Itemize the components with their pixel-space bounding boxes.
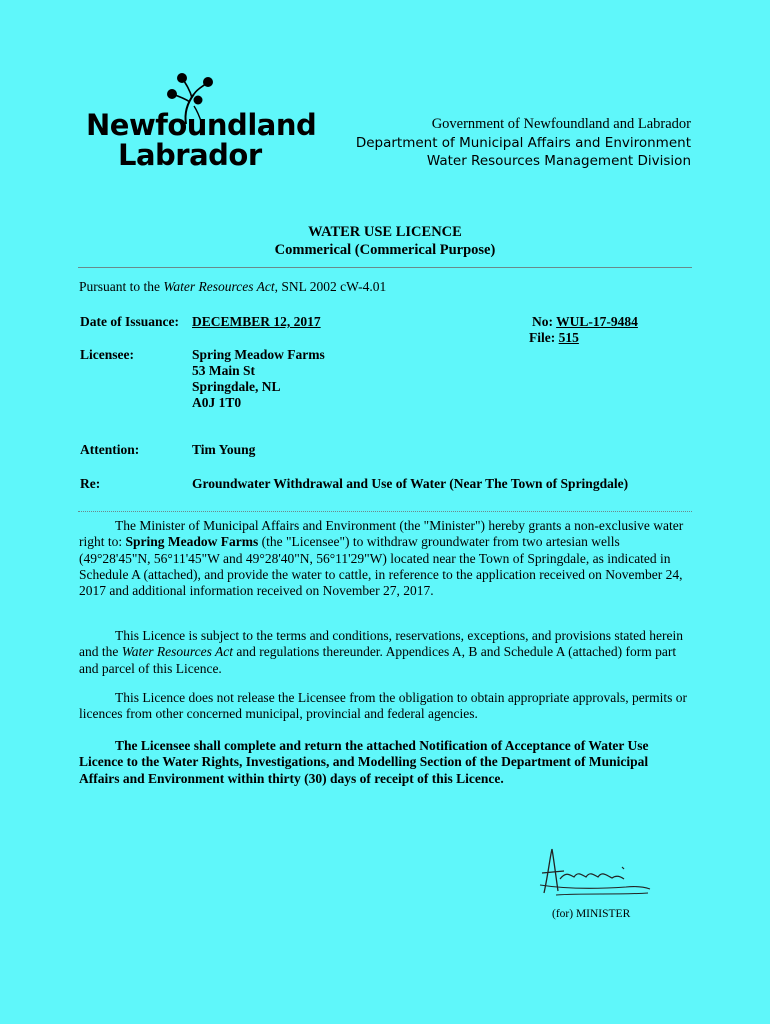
division-name: Water Resources Management Division bbox=[426, 153, 691, 169]
department-name: Department of Municipal Affairs and Environment bbox=[355, 135, 691, 151]
licence-number: No: WUL-17-9484 bbox=[532, 314, 638, 329]
obligation-paragraph: This Licence does not release the Licensee from the obligation to obtain appropriate approvals, permits or licences from other concerned municipal, provincial and federal agencies. bbox=[79, 690, 688, 722]
acceptance-paragraph: The Licensee shall complete and return the attached Notification of Acceptance of Water Use Licence to the Water Rights, Investigations, and Modelling Section of the Department of Municipal Affairs and Environment within thirty (30) days of receipt of this Licence. bbox=[79, 738, 649, 786]
licensee-name-inline: Spring Meadow Farms bbox=[125, 534, 259, 550]
minister-signature bbox=[536, 845, 656, 900]
logo-line2: Labrador bbox=[118, 138, 262, 172]
act-name-inline: Water Resources Act bbox=[121, 644, 233, 660]
logo-line1: Newfoundland bbox=[86, 108, 317, 142]
licence-title: WATER USE LICENCE bbox=[308, 224, 462, 240]
issuance-date: DECEMBER 12, 2017 bbox=[192, 314, 321, 329]
act-reference: Pursuant to the Water Resources Act, SNL 2002 cW-4.01 bbox=[79, 279, 387, 294]
re-label: Re: bbox=[80, 476, 101, 491]
licence-subtitle: Commerical (Commerical Purpose) bbox=[274, 242, 496, 258]
attention-label: Attention: bbox=[80, 442, 140, 457]
licensee-name: Spring Meadow Farms bbox=[192, 347, 325, 362]
terms-paragraph: This Licence is subject to the terms and conditions, reservations, exceptions, and provisions stated herein and the Water Resources Act and regulations thereunder. Appendices A, B and Schedule A (attached) form part and parcel of this Licence. bbox=[79, 628, 683, 676]
file-number: File: 515 bbox=[529, 330, 579, 345]
divider bbox=[78, 267, 692, 268]
licensee-address2: Springdale, NL bbox=[192, 379, 281, 394]
re-value: Groundwater Withdrawal and Use of Water (Near The Town of Springdale) bbox=[192, 476, 629, 491]
file-number-value: 515 bbox=[558, 330, 579, 345]
licensee-postal: A0J 1T0 bbox=[192, 395, 242, 410]
grant-paragraph: The Minister of Municipal Affairs and Environment (the "Minister") hereby grants a non-exclusive water right to: Spring Meadow Farms (the "Licensee") to withdraw groundwater from two artesian wells (49°28'45"N, 56°11'45"W and 49°28'40"N, 56°11'29"W) located near the Town of Springdale, as indicated in Schedule A (attached), and provide the water to cattle, in reference to the application received on November 24, 2017 and additional information received on November 27, 2017. bbox=[79, 518, 684, 599]
signature-caption: (for) MINISTER bbox=[552, 908, 631, 920]
act-name: Water Resources Act bbox=[163, 279, 275, 294]
government-logo bbox=[82, 72, 317, 172]
licence-number-value: WUL-17-9484 bbox=[556, 314, 638, 329]
licensee-address1: 53 Main St bbox=[192, 363, 256, 378]
issuance-label: Date of Issuance: bbox=[80, 314, 179, 329]
attention-value: Tim Young bbox=[192, 442, 256, 457]
government-name: Government of Newfoundland and Labrador bbox=[431, 116, 691, 132]
licensee-label: Licensee: bbox=[80, 347, 134, 362]
divider bbox=[78, 511, 692, 512]
